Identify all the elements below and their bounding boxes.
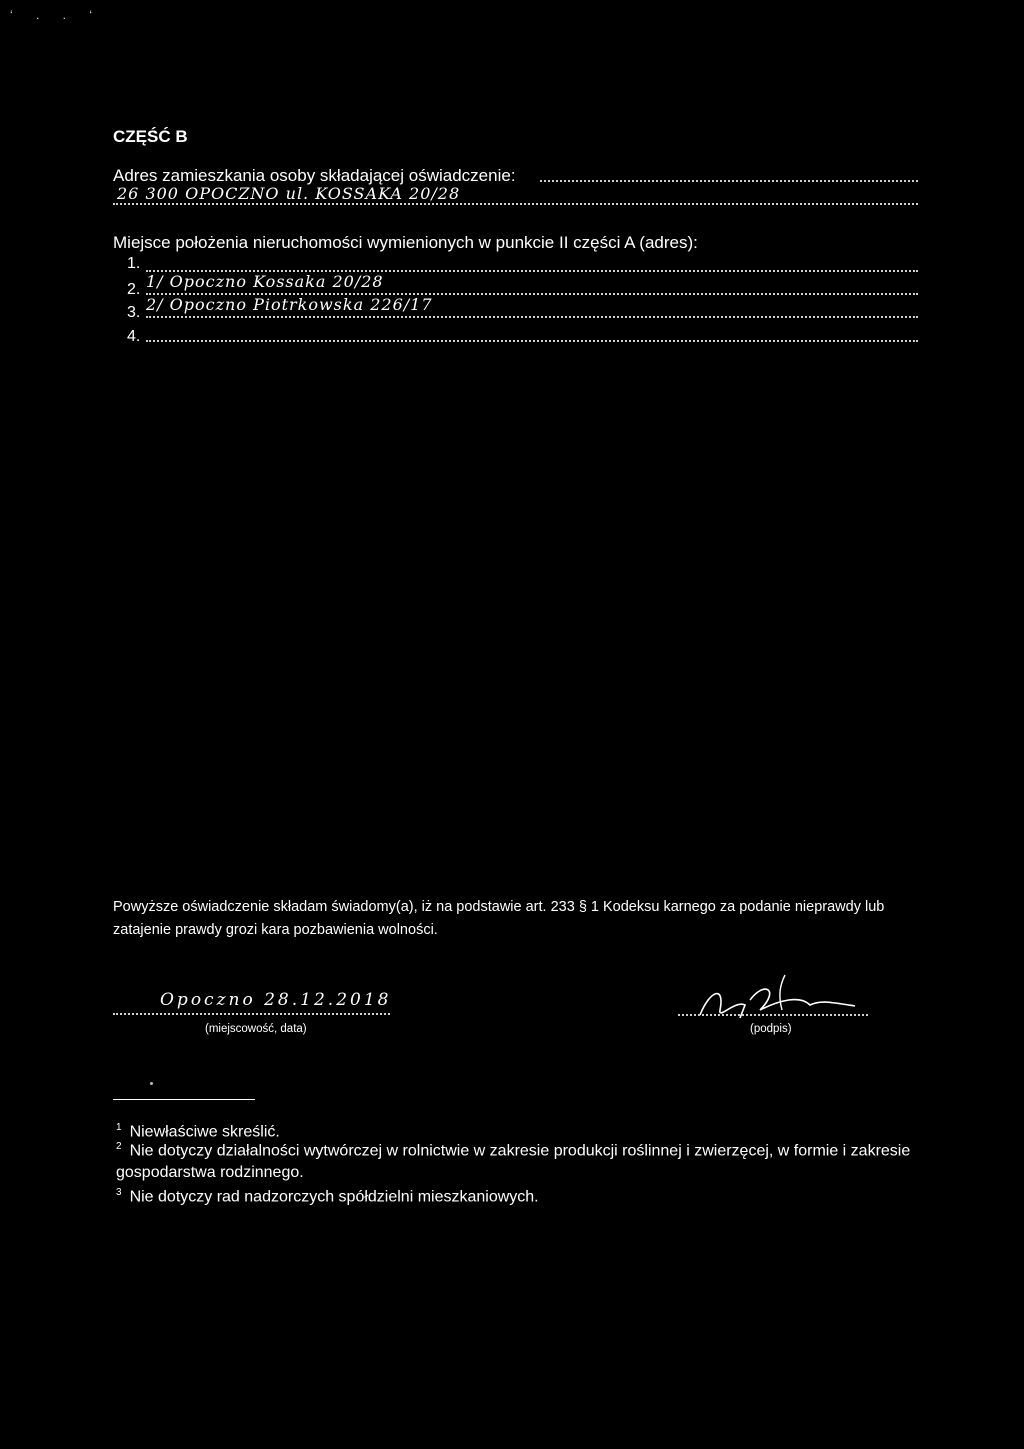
signature-dotline: [678, 1014, 868, 1016]
footnote-separator: [113, 1099, 255, 1100]
address-label: Adres zamieszkania osoby składającej oświadczenie:: [113, 166, 516, 185]
property-label: Miejsce położenia nieruchomości wymienionych w punkcie II części A (adres):: [113, 233, 698, 252]
property-line-3-handwritten: 2/ Opoczno Piotrkowska 226/17: [146, 295, 433, 314]
place-date-caption: (miejscowość, data): [205, 1023, 307, 1035]
property-line-2-handwritten: 1/ Opoczno Kossaka 20/28: [146, 272, 384, 291]
footnote-3: $^3$ Nie dotyczy rad nadzorczych spółdzielni mieszkaniowych.: [116, 1187, 539, 1206]
address-dotline-1: [540, 180, 918, 182]
place-date-handwritten: Opoczno 28.12.2018: [160, 990, 392, 1010]
page-mark: ‘ . . ‘: [10, 8, 103, 22]
address-dotline-2: [113, 203, 918, 205]
address-handwritten: 26 300 OPOCZNO ul. KOSSAKA 20/28: [117, 184, 461, 203]
section-title: CZĘŚĆ B: [113, 127, 188, 146]
signature-caption: (podpis): [750, 1023, 792, 1035]
footnote-1: $^1$ Niewłaściwe skreślić.: [116, 1122, 280, 1141]
place-date-dotline: [113, 1013, 390, 1015]
legal-statement: Powyższe oświadczenie składam świadomy(a), iż na podstawie art. 233 § 1 Kodeksu karnego za podanie nieprawdy lub zatajenie prawdy grozi kara pozbawienia wolności.: [113, 899, 885, 938]
stray-dot: [150, 1082, 153, 1085]
signature-scribble: [690, 970, 880, 1030]
footnote-2: $^2$ Nie dotyczy działalności wytwórczej w rolnictwie w zakresie produkcji roślinnej i zwierzęcej, w formie i zakresie gospodarstwa rodzinnego.: [116, 1141, 911, 1182]
